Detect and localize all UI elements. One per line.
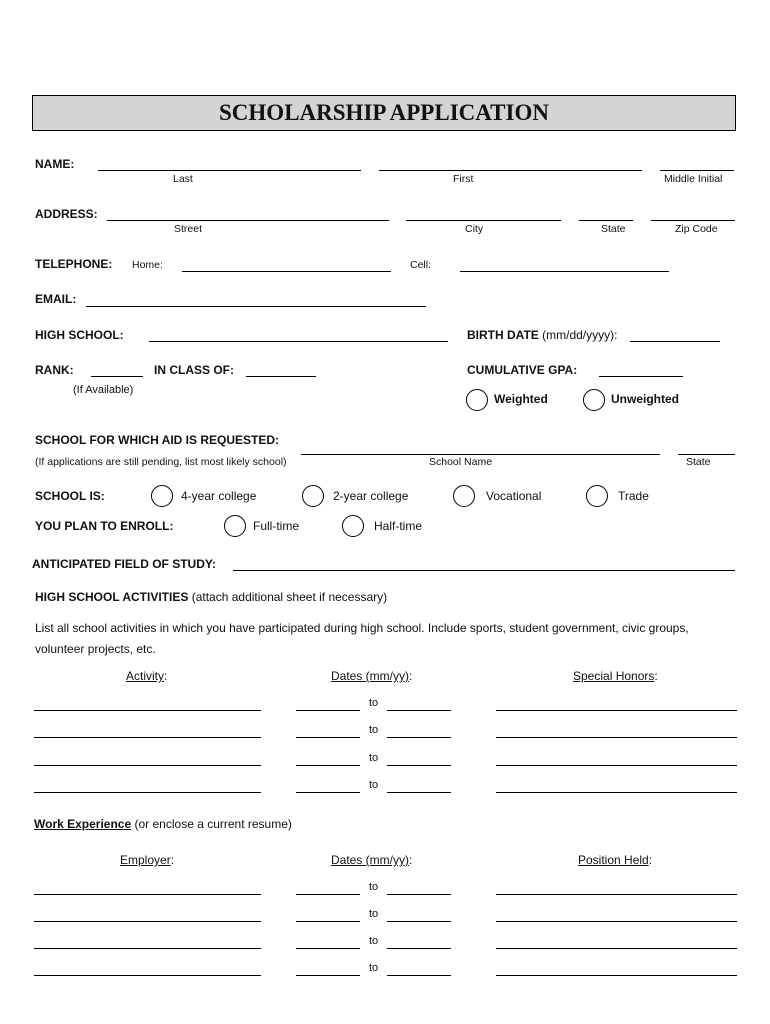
activity-dates-column-header: Dates (mm/yy): — [331, 669, 413, 683]
work-date-to-field[interactable] — [387, 948, 451, 949]
work-date-from-field[interactable] — [296, 975, 360, 976]
street-field[interactable] — [107, 220, 389, 221]
activity-field[interactable] — [34, 710, 261, 711]
street-caption: Street — [174, 223, 203, 235]
cell-phone-field[interactable] — [460, 271, 669, 272]
to-label: to — [369, 697, 379, 709]
birth-date-format: (mm/dd/yyyy): — [542, 328, 618, 342]
work-date-from-field[interactable] — [296, 948, 360, 949]
birth-date-field[interactable] — [630, 341, 720, 342]
unweighted-radio[interactable] — [583, 389, 605, 411]
activity-date-to-field[interactable] — [387, 792, 451, 793]
weighted-radio[interactable] — [466, 389, 488, 411]
activity-column-label: Activity — [126, 669, 165, 683]
work-date-from-field[interactable] — [296, 921, 360, 922]
work-date-to-field[interactable] — [387, 975, 451, 976]
half-time-radio[interactable] — [342, 515, 364, 537]
activities-heading-note: (attach additional sheet if necessary) — [191, 590, 388, 604]
class-of-label: IN CLASS OF: — [154, 363, 234, 377]
city-caption: City — [465, 223, 484, 235]
weighted-label: Weighted — [494, 392, 548, 406]
two-year-label: 2-year college — [333, 489, 409, 503]
employer-field[interactable] — [34, 975, 261, 976]
activities-heading-text: HIGH SCHOOL ACTIVITIES — [35, 590, 189, 604]
city-field[interactable] — [406, 220, 561, 221]
rank-note: (If Available) — [73, 384, 134, 396]
honors-field[interactable] — [496, 792, 737, 793]
half-time-label: Half-time — [374, 519, 423, 533]
birth-date-label-text: BIRTH DATE — [467, 328, 539, 342]
email-label: EMAIL: — [35, 292, 77, 306]
state-field[interactable] — [579, 220, 633, 221]
school-is-label: SCHOOL IS: — [35, 489, 105, 503]
full-time-label: Full-time — [253, 519, 300, 533]
activity-date-from-field[interactable] — [296, 710, 360, 711]
vocational-radio[interactable] — [453, 485, 475, 507]
zip-caption: Zip Code — [675, 223, 718, 235]
gpa-field[interactable] — [599, 376, 683, 377]
activities-instructions-2: volunteer projects, etc. — [35, 642, 156, 656]
work-heading — [34, 817, 292, 831]
school-state-caption: State — [686, 456, 711, 468]
two-year-radio[interactable] — [302, 485, 324, 507]
honors-column-label: Special Honors — [573, 669, 655, 683]
activities-heading — [35, 590, 387, 604]
position-field[interactable] — [496, 975, 737, 976]
first-name-field[interactable] — [379, 170, 642, 171]
zip-field[interactable] — [651, 220, 735, 221]
work-heading-note: (or enclose a current resume) — [134, 817, 292, 831]
position-field[interactable] — [496, 894, 737, 895]
last-caption: Last — [173, 173, 193, 185]
employer-column-header: Employer: — [120, 853, 175, 867]
name-label: NAME: — [35, 157, 75, 171]
class-of-field[interactable] — [246, 376, 316, 377]
four-year-radio[interactable] — [151, 485, 173, 507]
activity-date-from-field[interactable] — [296, 737, 360, 738]
honors-column-header: Special Honors: — [573, 669, 658, 683]
honors-field[interactable] — [496, 710, 737, 711]
four-year-label: 4-year college — [181, 489, 257, 503]
activity-date-to-field[interactable] — [387, 765, 451, 766]
vocational-label: Vocational — [486, 489, 542, 503]
field-of-study-label: ANTICIPATED FIELD OF STUDY: — [32, 557, 216, 571]
honors-field[interactable] — [496, 737, 737, 738]
to-label: to — [369, 752, 379, 764]
rank-label: RANK: — [35, 363, 74, 377]
position-column-header: Position Held: — [578, 853, 653, 867]
last-name-field[interactable] — [98, 170, 361, 171]
gpa-label: CUMULATIVE GPA: — [467, 363, 578, 377]
to-label: to — [369, 962, 379, 974]
school-name-field[interactable] — [301, 454, 660, 455]
high-school-field[interactable] — [149, 341, 448, 342]
work-date-to-field[interactable] — [387, 921, 451, 922]
work-heading-text: Work Experience — [34, 817, 132, 831]
to-label: to — [369, 908, 379, 920]
activity-field[interactable] — [34, 765, 261, 766]
activity-date-from-field[interactable] — [296, 765, 360, 766]
position-field[interactable] — [496, 921, 737, 922]
to-label: to — [369, 724, 379, 736]
employer-field[interactable] — [34, 921, 261, 922]
email-field[interactable] — [86, 306, 426, 307]
activity-field[interactable] — [34, 792, 261, 793]
middle-initial-caption: Middle Initial — [664, 173, 723, 185]
rank-field[interactable] — [91, 376, 143, 377]
activity-date-from-field[interactable] — [296, 792, 360, 793]
activities-instructions-1: List all school activities in which you have participated during high school. Include sports, student government, civic groups, — [35, 621, 689, 635]
school-name-caption: School Name — [429, 456, 493, 468]
school-aid-label: SCHOOL FOR WHICH AID IS REQUESTED: — [35, 433, 280, 447]
title-banner — [32, 95, 736, 131]
to-label: to — [369, 935, 379, 947]
unweighted-label: Unweighted — [611, 392, 679, 406]
work-date-from-field[interactable] — [296, 894, 360, 895]
page-title: SCHOLARSHIP APPLICATION — [219, 100, 549, 125]
trade-radio[interactable] — [586, 485, 608, 507]
trade-label: Trade — [618, 489, 649, 503]
enroll-label: YOU PLAN TO ENROLL: — [35, 519, 174, 533]
address-label: ADDRESS: — [35, 207, 98, 221]
employer-field[interactable] — [34, 948, 261, 949]
school-aid-note: (If applications are still pending, list most likely school) — [35, 456, 287, 468]
middle-initial-field[interactable] — [660, 170, 734, 171]
work-dates-column-label: Dates (mm/yy) — [331, 853, 409, 867]
activity-column-header: Activity: — [126, 669, 168, 683]
birth-date-label — [467, 328, 617, 342]
home-phone-field[interactable] — [182, 271, 391, 272]
cell-phone-label: Cell: — [410, 259, 432, 271]
to-label: to — [369, 881, 379, 893]
to-label: to — [369, 779, 379, 791]
first-caption: First — [453, 173, 474, 185]
activity-date-to-field[interactable] — [387, 710, 451, 711]
honors-field[interactable] — [496, 765, 737, 766]
home-phone-label: Home: — [132, 259, 163, 271]
work-date-to-field[interactable] — [387, 894, 451, 895]
full-time-radio[interactable] — [224, 515, 246, 537]
state-caption: State — [601, 223, 626, 235]
field-of-study-field[interactable] — [233, 570, 735, 571]
activity-field[interactable] — [34, 737, 261, 738]
high-school-label: HIGH SCHOOL: — [35, 328, 124, 342]
position-column-label: Position Held — [578, 853, 649, 867]
employer-field[interactable] — [34, 894, 261, 895]
work-dates-column-header: Dates (mm/yy): — [331, 853, 413, 867]
position-field[interactable] — [496, 948, 737, 949]
telephone-label: TELEPHONE: — [35, 257, 113, 271]
activity-date-to-field[interactable] — [387, 737, 451, 738]
activity-dates-column-label: Dates (mm/yy) — [331, 669, 409, 683]
employer-column-label: Employer — [120, 853, 171, 867]
school-state-field[interactable] — [678, 454, 735, 455]
